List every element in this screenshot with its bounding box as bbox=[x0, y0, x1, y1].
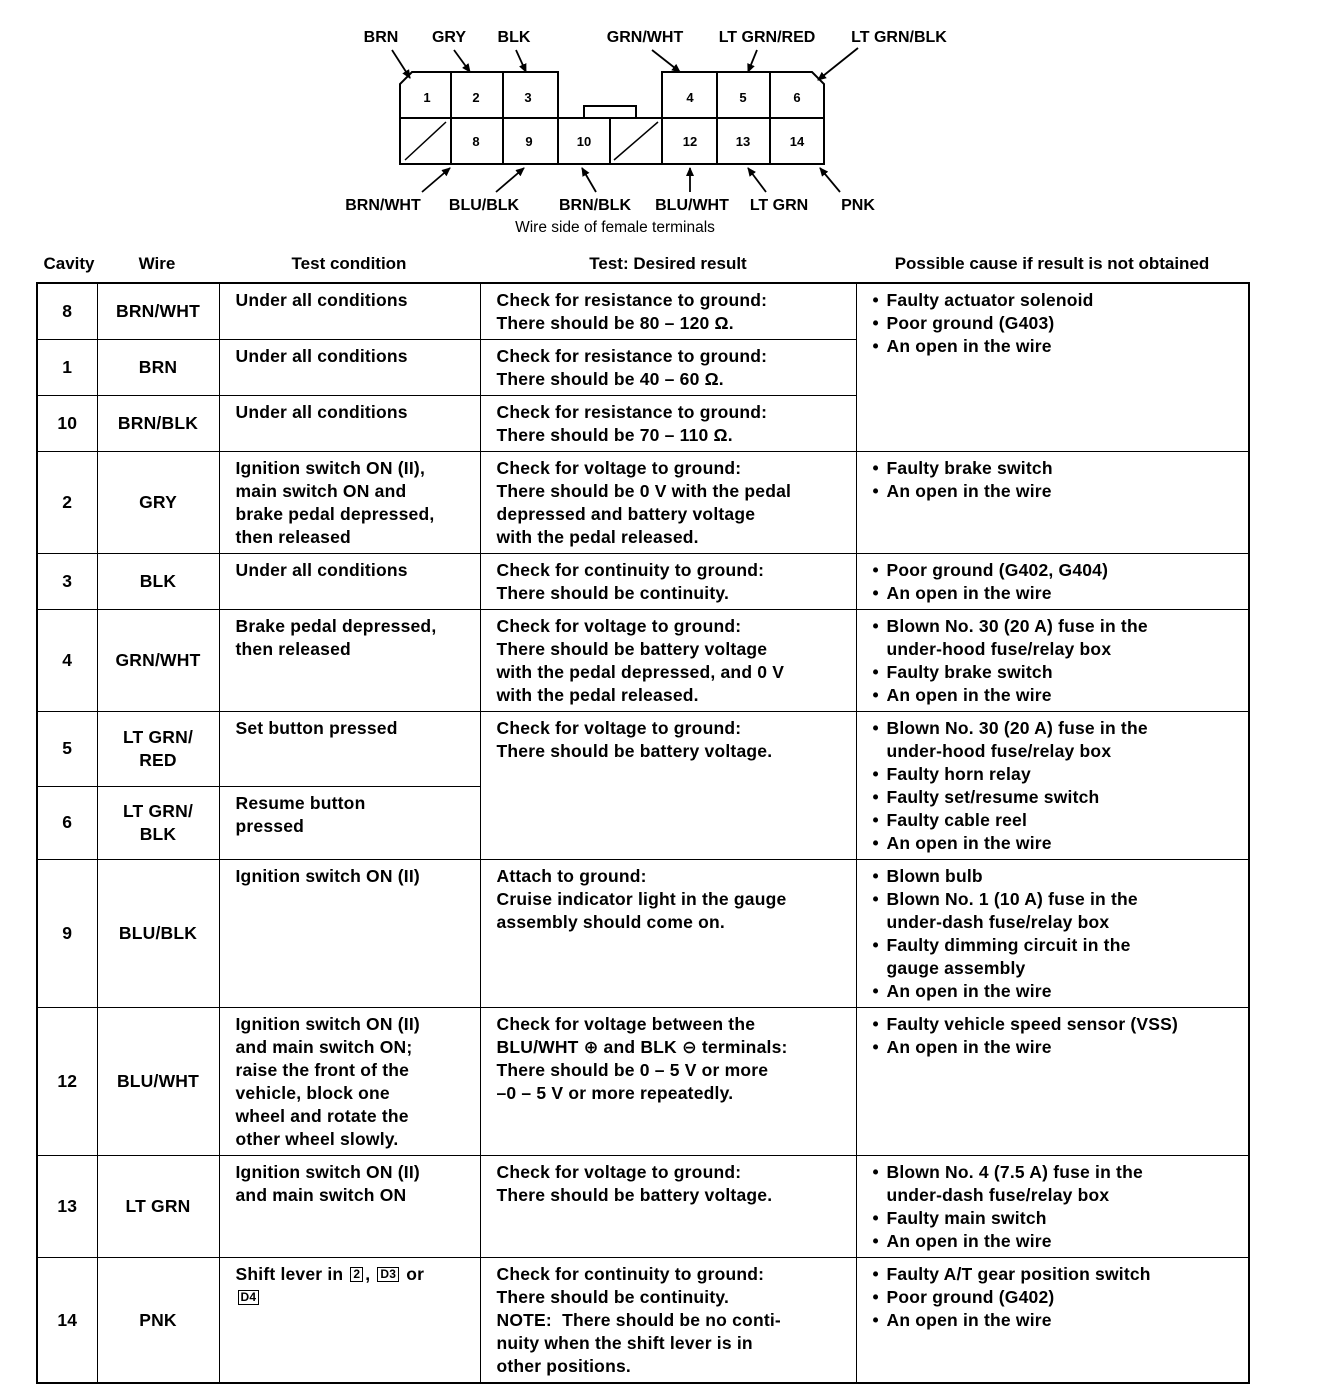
cause-item: • Faulty dimming circuit in the gauge assembly bbox=[873, 934, 1239, 980]
cause-item: • Poor ground (G403) bbox=[873, 312, 1239, 335]
cavity-13-label: 13 bbox=[735, 134, 751, 149]
cause-cell bbox=[856, 1008, 1249, 1156]
wire-cell: BRN/WHT bbox=[97, 283, 219, 340]
cavity-cell: 5 bbox=[37, 712, 97, 787]
cause-cell bbox=[856, 283, 1249, 452]
cause-item: • Faulty actuator solenoid bbox=[873, 289, 1239, 312]
header-wire: Wire bbox=[138, 254, 176, 273]
cause-item: • An open in the wire bbox=[873, 582, 1239, 605]
wire-cell: BLU/WHT bbox=[97, 1008, 219, 1156]
condition-cell bbox=[219, 554, 480, 610]
cause-item: • Faulty horn relay bbox=[873, 763, 1239, 786]
wire-label-lt-grn-red: LT GRN/RED bbox=[718, 29, 816, 46]
condition-text: Under all conditions bbox=[235, 346, 408, 366]
cavity-12-label: 12 bbox=[682, 134, 698, 149]
wire-label-brn-blk: BRN/BLK bbox=[559, 197, 631, 214]
cause-item: • An open in the wire bbox=[873, 1230, 1239, 1253]
gear-d4-symbol: D4 bbox=[238, 1290, 260, 1305]
wire-label-blu-blk: BLU/BLK bbox=[448, 197, 520, 214]
table-row bbox=[37, 1258, 1249, 1384]
condition-cell bbox=[219, 786, 480, 860]
cavity-5-label: 5 bbox=[739, 90, 747, 105]
cavity-cell: 8 bbox=[37, 283, 97, 340]
condition-cell bbox=[219, 712, 480, 787]
condition-cell bbox=[219, 283, 480, 340]
table-row bbox=[37, 610, 1249, 712]
cause-item: • An open in the wire bbox=[873, 684, 1239, 707]
cause-list bbox=[873, 615, 1239, 707]
result-cell bbox=[480, 1008, 856, 1156]
cause-item: • Faulty brake switch bbox=[873, 457, 1239, 480]
cavity-cell: 4 bbox=[37, 610, 97, 712]
condition-text: Ignition switch ON (II) bbox=[235, 866, 420, 886]
condition-cell bbox=[219, 860, 480, 1008]
connector-diagram bbox=[0, 0, 1344, 248]
cause-item: • Faulty set/resume switch bbox=[873, 786, 1239, 809]
table-row bbox=[37, 554, 1249, 610]
cause-cell bbox=[856, 452, 1249, 554]
wire-label-brn: BRN bbox=[363, 29, 399, 46]
cavity-3-label: 3 bbox=[524, 90, 532, 105]
wire-label-lt-grn: LT GRN bbox=[749, 197, 809, 214]
cause-item: • Faulty main switch bbox=[873, 1207, 1239, 1230]
wire-cell: PNK bbox=[97, 1258, 219, 1384]
result-text: Check for resistance to ground: There should be 40 – 60 Ω. bbox=[496, 346, 768, 389]
result-cell bbox=[480, 712, 856, 860]
table-row bbox=[37, 1008, 1249, 1156]
result-cell bbox=[480, 610, 856, 712]
cause-list bbox=[873, 1013, 1239, 1059]
cavity-cell: 1 bbox=[37, 340, 97, 396]
cause-item: • An open in the wire bbox=[873, 480, 1239, 503]
cause-list bbox=[873, 559, 1239, 605]
cause-cell bbox=[856, 712, 1249, 860]
result-text: Check for continuity to ground: There should be continuity. NOTE: There should be no conti- nuity when the shift lever is in other positions. bbox=[496, 1264, 781, 1376]
test-table bbox=[36, 282, 1250, 1384]
wire-cell: BRN bbox=[97, 340, 219, 396]
result-cell bbox=[480, 340, 856, 396]
condition-text: Shift lever in 2 , D3 or D4 bbox=[235, 1264, 425, 1304]
cavity-cell: 2 bbox=[37, 452, 97, 554]
result-text: Check for voltage to ground: There should be battery voltage. bbox=[496, 718, 773, 761]
condition-text: Ignition switch ON (II) and main switch ON bbox=[235, 1162, 420, 1205]
result-text: Attach to ground: Cruise indicator light in the gauge assembly should come on. bbox=[496, 866, 787, 932]
cause-cell bbox=[856, 610, 1249, 712]
wire-cell: LT GRN bbox=[97, 1156, 219, 1258]
gear-2-symbol: 2 bbox=[350, 1267, 363, 1282]
result-cell bbox=[480, 1156, 856, 1258]
cause-item: • Faulty cable reel bbox=[873, 809, 1239, 832]
cavity-14-label: 14 bbox=[789, 134, 805, 149]
table-row bbox=[37, 860, 1249, 1008]
condition-text: Brake pedal depressed, then released bbox=[235, 616, 437, 659]
condition-cell bbox=[219, 396, 480, 452]
wire-label-grn-wht: GRN/WHT bbox=[606, 29, 684, 46]
cavity-cell: 3 bbox=[37, 554, 97, 610]
cause-cell bbox=[856, 1258, 1249, 1384]
condition-cell bbox=[219, 340, 480, 396]
table-row bbox=[37, 283, 1249, 340]
cause-item: • Blown bulb bbox=[873, 865, 1239, 888]
cause-cell bbox=[856, 1156, 1249, 1258]
condition-cell bbox=[219, 610, 480, 712]
condition-text: Under all conditions bbox=[235, 402, 408, 422]
cause-item: • Blown No. 30 (20 A) fuse in the under-hood fuse/relay box bbox=[873, 717, 1239, 763]
wire-label-pnk: PNK bbox=[841, 197, 875, 214]
condition-text: Ignition switch ON (II) and main switch ON; raise the front of the vehicle, block one wheel and rotate the other wheel slowly. bbox=[235, 1014, 420, 1149]
cause-item: • Faulty A/T gear position switch bbox=[873, 1263, 1239, 1286]
cause-list bbox=[873, 717, 1239, 855]
result-cell bbox=[480, 452, 856, 554]
result-text: Check for voltage to ground: There should be battery voltage with the pedal depressed, and 0 V with the pedal released. bbox=[496, 616, 785, 705]
condition-cell bbox=[219, 452, 480, 554]
connector-caption: Wire side of female terminals bbox=[515, 219, 715, 236]
wire-cell: LT GRN/ RED bbox=[97, 712, 219, 787]
condition-text: Under all conditions bbox=[235, 290, 408, 310]
cavity-1-label: 1 bbox=[423, 90, 431, 105]
cause-item: • An open in the wire bbox=[873, 335, 1239, 358]
wire-label-blk: BLK bbox=[497, 29, 531, 46]
cause-item: • Blown No. 4 (7.5 A) fuse in the under-dash fuse/relay box bbox=[873, 1161, 1239, 1207]
result-cell bbox=[480, 1258, 856, 1384]
result-text: Check for voltage between the BLU/WHT ⊕ and BLK ⊖ terminals: There should be 0 – 5 V or more –0 – 5 V or more repeatedly. bbox=[496, 1014, 788, 1103]
cause-item: • Poor ground (G402) bbox=[873, 1286, 1239, 1309]
cause-item: • An open in the wire bbox=[873, 1309, 1239, 1332]
cause-cell bbox=[856, 860, 1249, 1008]
result-text: Check for resistance to ground: There should be 70 – 110 Ω. bbox=[496, 402, 768, 445]
result-cell bbox=[480, 554, 856, 610]
cause-item: • Blown No. 30 (20 A) fuse in the under-hood fuse/relay box bbox=[873, 615, 1239, 661]
result-cell bbox=[480, 283, 856, 340]
result-cell bbox=[480, 396, 856, 452]
cavity-cell: 14 bbox=[37, 1258, 97, 1384]
cause-item: • An open in the wire bbox=[873, 1036, 1239, 1059]
wire-cell: BLK bbox=[97, 554, 219, 610]
condition-text: Ignition switch ON (II), main switch ON and brake pedal depressed, then released bbox=[235, 458, 435, 547]
gear-d3-symbol: D3 bbox=[377, 1267, 399, 1282]
table-row bbox=[37, 712, 1249, 787]
wire-cell: LT GRN/ BLK bbox=[97, 786, 219, 860]
cause-item: • Blown No. 1 (10 A) fuse in the under-dash fuse/relay box bbox=[873, 888, 1239, 934]
table-row bbox=[37, 1156, 1249, 1258]
cause-list bbox=[873, 289, 1239, 358]
result-text: Check for resistance to ground: There should be 80 – 120 Ω. bbox=[496, 290, 768, 333]
cause-list bbox=[873, 1263, 1239, 1332]
wire-label-gry: GRY bbox=[431, 29, 467, 46]
cavity-cell: 13 bbox=[37, 1156, 97, 1258]
header-test-condition: Test condition bbox=[291, 254, 407, 273]
cause-item: • Faulty brake switch bbox=[873, 661, 1239, 684]
header-desired-result: Test: Desired result bbox=[589, 254, 747, 273]
result-text: Check for continuity to ground: There should be continuity. bbox=[496, 560, 765, 603]
cause-item: • An open in the wire bbox=[873, 832, 1239, 855]
condition-cell bbox=[219, 1156, 480, 1258]
cause-list bbox=[873, 865, 1239, 1003]
wire-label-blu-wht: BLU/WHT bbox=[655, 197, 729, 214]
cavity-4-label: 4 bbox=[686, 90, 694, 105]
table-row bbox=[37, 452, 1249, 554]
wire-cell: BLU/BLK bbox=[97, 860, 219, 1008]
cause-item: • An open in the wire bbox=[873, 980, 1239, 1003]
cause-list bbox=[873, 457, 1239, 503]
header-possible-cause: Possible cause if result is not obtained bbox=[894, 254, 1210, 273]
cavity-2-label: 2 bbox=[472, 90, 480, 105]
wire-label-lt-grn-blk: LT GRN/BLK bbox=[851, 29, 947, 46]
wire-cell: BRN/BLK bbox=[97, 396, 219, 452]
wire-cell: GRN/WHT bbox=[97, 610, 219, 712]
header-cavity: Cavity bbox=[43, 254, 95, 273]
cause-item: • Faulty vehicle speed sensor (VSS) bbox=[873, 1013, 1239, 1036]
cavity-10-label: 10 bbox=[576, 134, 592, 149]
condition-text: Under all conditions bbox=[235, 560, 408, 580]
condition-cell bbox=[219, 1008, 480, 1156]
result-cell bbox=[480, 860, 856, 1008]
condition-text: Set button pressed bbox=[235, 718, 398, 738]
result-text: Check for voltage to ground: There should be 0 V with the pedal depressed and battery voltage with the pedal released. bbox=[496, 458, 792, 547]
cause-item: • Poor ground (G402, G404) bbox=[873, 559, 1239, 582]
cavity-cell: 9 bbox=[37, 860, 97, 1008]
condition-cell bbox=[219, 1258, 480, 1384]
cavity-cell: 10 bbox=[37, 396, 97, 452]
cavity-6-label: 6 bbox=[793, 90, 801, 105]
cavity-8-label: 8 bbox=[472, 134, 480, 149]
cavity-9-label: 9 bbox=[525, 134, 533, 149]
wire-label-brn-wht: BRN/WHT bbox=[345, 197, 421, 214]
condition-text: Resume button pressed bbox=[235, 792, 366, 836]
cavity-cell: 6 bbox=[37, 786, 97, 860]
cause-list bbox=[873, 1161, 1239, 1253]
cause-cell bbox=[856, 554, 1249, 610]
result-text: Check for voltage to ground: There should be battery voltage. bbox=[496, 1162, 773, 1205]
wire-cell: GRY bbox=[97, 452, 219, 554]
cavity-cell: 12 bbox=[37, 1008, 97, 1156]
